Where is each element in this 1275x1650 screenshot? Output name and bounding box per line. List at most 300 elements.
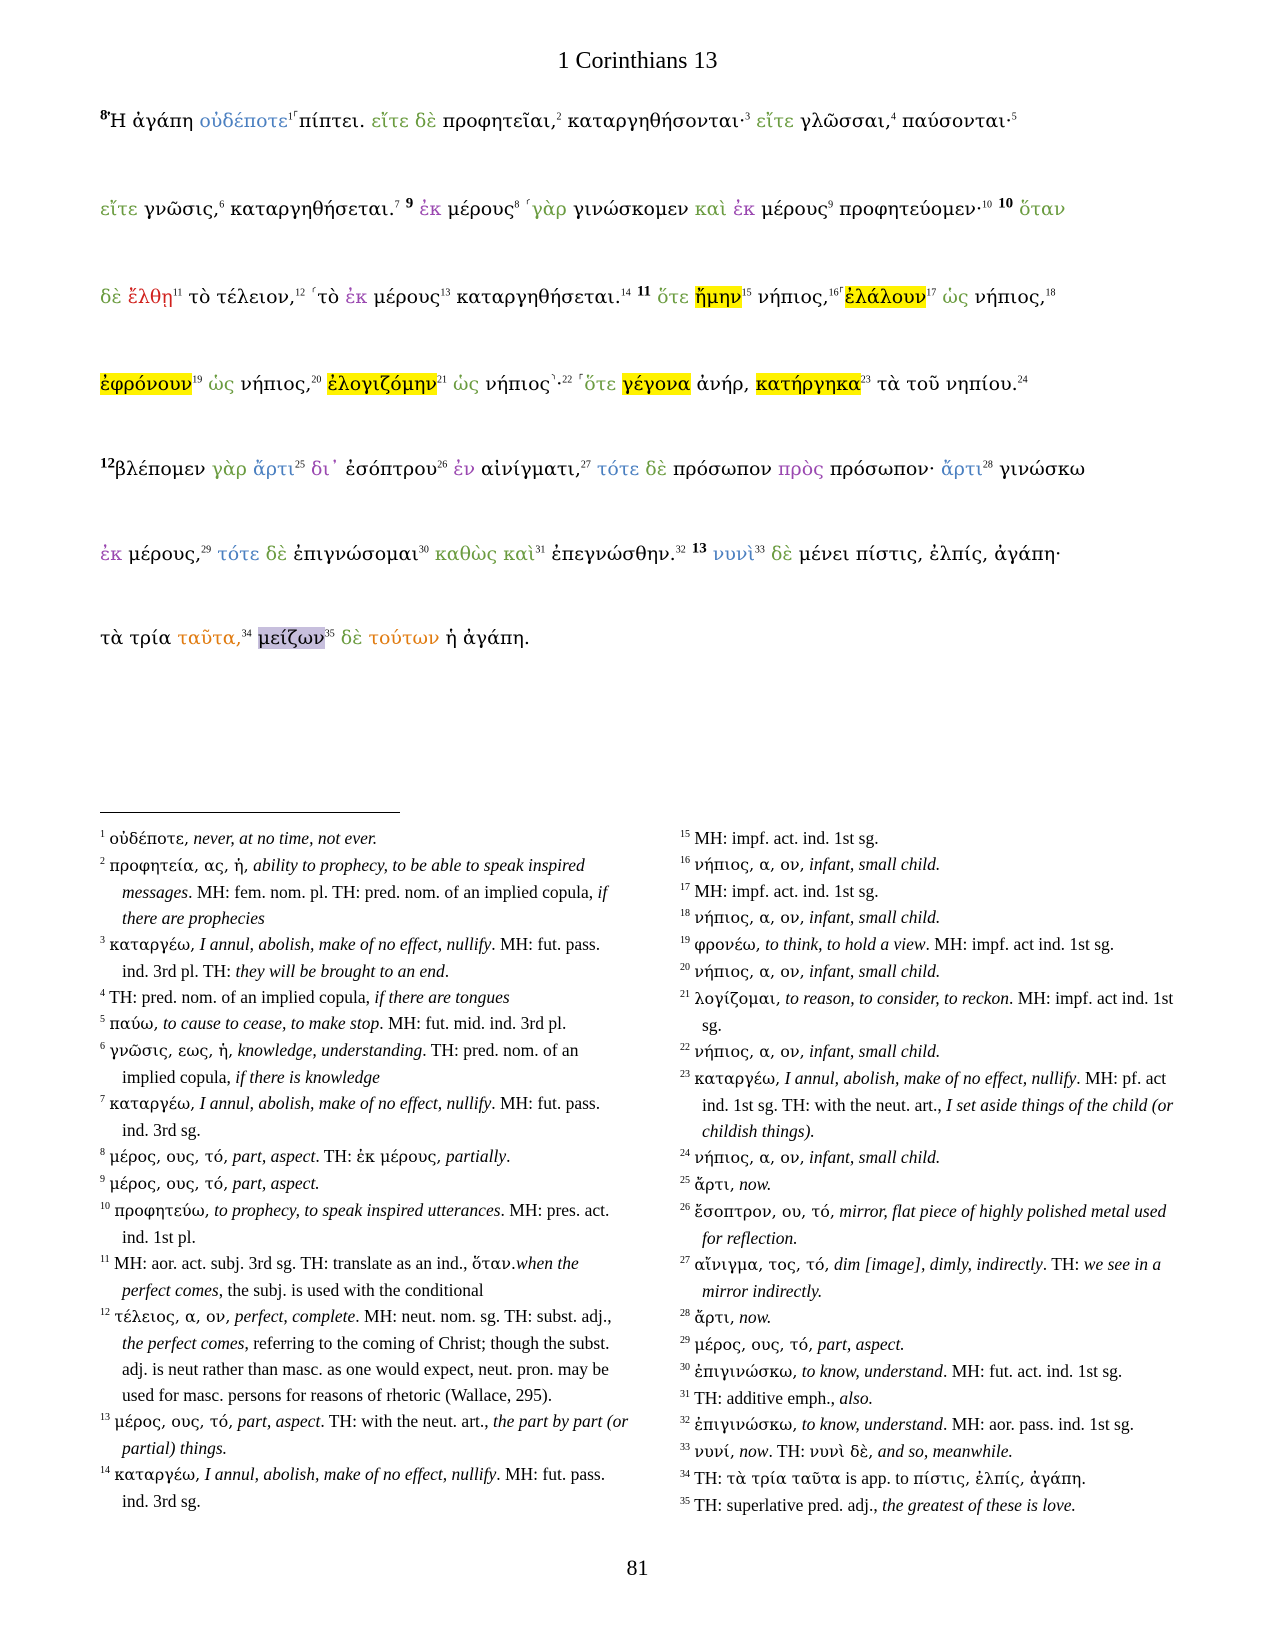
footnote-ref[interactable]: 20: [311, 374, 322, 386]
greek-word: τότε: [596, 458, 640, 480]
greek-word: γνῶσις,: [137, 198, 220, 220]
footnote: [100, 825, 630, 852]
footnote-number: 15: [680, 829, 690, 841]
footnote-text: partially: [441, 1146, 507, 1166]
footnote: [680, 958, 1180, 985]
footnote-text: καταργέω,: [109, 935, 196, 954]
greek-word: δι᾽: [311, 458, 340, 480]
greek-text-line-3: [100, 283, 1215, 308]
footnote-text: . TH:: [768, 1441, 810, 1461]
greek-text-line-1: [100, 107, 1215, 132]
highlighted-word: κατήργηκα: [755, 373, 861, 395]
footnote: [100, 1408, 630, 1461]
footnote-number: 5: [100, 1014, 105, 1026]
footnote-number: 14: [100, 1465, 110, 1477]
footnote-text: we see in a mirror indirectly.: [702, 1254, 1162, 1301]
footnote-ref[interactable]: 10: [982, 199, 993, 211]
greek-word: πρὸς: [778, 458, 824, 480]
footnote-text: προφητεία, ας, ἡ,: [109, 856, 249, 875]
page-number: 81: [626, 1555, 649, 1580]
footnote-text: . TH: with the neut. art.,: [320, 1411, 494, 1431]
greek-word: ἡ ἀγάπη.: [439, 627, 530, 649]
footnote-number: 3: [100, 935, 105, 947]
footnote-ref[interactable]: 7: [394, 199, 400, 211]
footnote-ref[interactable]: 18: [1045, 287, 1056, 299]
footnote-divider: [100, 812, 400, 813]
footnote-number: 35: [680, 1496, 690, 1508]
greek-text-line-5: [100, 455, 1215, 480]
greek-word: νυνὶ: [712, 543, 755, 565]
greek-word: δὲ: [340, 627, 363, 649]
footnote-text: μέρος, ους, τό,: [694, 1335, 814, 1354]
footnote-text: to prophecy, to speak inspired utterances: [209, 1200, 501, 1220]
footnote-text: MH: aor. act. subj. 3rd sg. TH: translate as an ind.,: [114, 1253, 472, 1273]
verse-number: 8: [100, 107, 108, 124]
footnote-text: νυνί,: [694, 1442, 735, 1461]
footnote-number: 20: [680, 962, 690, 974]
greek-word: τὰ τρία: [100, 627, 178, 649]
footnote-number: 25: [680, 1175, 690, 1187]
footnote-text: γνῶσις, εως, ἡ,: [109, 1041, 234, 1060]
footnote: [100, 1197, 630, 1250]
footnote-text: now: [734, 1441, 769, 1461]
footnote-text: I annul, abolish, make of no effect, nullify: [195, 1093, 492, 1113]
footnote-number: 27: [680, 1255, 690, 1267]
greek-word: ὅτε: [657, 286, 689, 308]
greek-word: ὡς: [942, 286, 969, 308]
footnote-number: 28: [680, 1308, 690, 1320]
footnote-text: καταργέω,: [694, 1069, 781, 1088]
verse-number: 11: [636, 283, 652, 300]
footnote-text: τέλειος, α, ον,: [114, 1307, 231, 1326]
footnote-number: 7: [100, 1094, 105, 1106]
footnote: [680, 931, 1180, 958]
greek-word: τὰ τοῦ νηπίου.: [870, 373, 1018, 395]
footnotes-right-column: [680, 825, 1180, 1518]
footnote-text: mirror, flat piece of highly polished metal used for reflection.: [702, 1201, 1167, 1248]
greek-word: νήπιος,: [968, 286, 1046, 308]
footnote-number: 31: [680, 1389, 690, 1401]
greek-word: ἐκ: [345, 286, 368, 308]
greek-word: ὡς: [208, 373, 235, 395]
footnote-ref[interactable]: 35: [324, 628, 335, 640]
footnote-ref[interactable]: 3: [745, 111, 751, 123]
footnote: [680, 1171, 1180, 1198]
footnote-ref[interactable]: 13: [440, 287, 451, 299]
footnote-text: νήπιος, α, ον,: [694, 908, 805, 927]
greek-text-line-7: [100, 627, 1215, 649]
footnote-number: 21: [680, 989, 690, 1001]
footnote-text: προφητεύω,: [114, 1201, 210, 1220]
footnote-ref[interactable]: 16: [828, 287, 839, 299]
greek-word: ἐσόπτρου: [339, 458, 438, 480]
greek-word: ὡς: [453, 373, 480, 395]
footnote-text: to know, understand: [797, 1414, 943, 1434]
footnote-number: 32: [680, 1415, 690, 1427]
greek-word: ἄρτι: [252, 458, 295, 480]
footnote-text: παύω,: [109, 1014, 159, 1033]
footnote-text: now.: [734, 1174, 772, 1194]
footnote: [100, 931, 630, 984]
greek-word: τὸ τέλειον,: [182, 286, 296, 308]
footnote-ref[interactable]: 17: [926, 287, 937, 299]
footnote-text: , the subj. is used with the conditional: [218, 1280, 484, 1300]
footnote-ref[interactable]: 34: [241, 628, 252, 640]
footnote-text: MH: impf. act. ind. 1st sg.: [694, 881, 879, 901]
footnote-ref[interactable]: 27: [580, 459, 591, 471]
textual-mark: ⸂: [525, 196, 532, 211]
footnote-text: infant, small child.: [804, 854, 941, 874]
footnote-text: . MH: fem. nom. pl. TH: pred. nom. of an implied copula,: [188, 882, 598, 902]
footnote-text: the greatest of these is love.: [882, 1495, 1076, 1515]
footnote: [680, 1385, 1180, 1411]
footnote-text: part, aspect.: [228, 1173, 320, 1193]
footnote-number: 29: [680, 1335, 690, 1347]
footnote-text: . TH:: [315, 1146, 357, 1166]
footnote-ref[interactable]: 5: [1011, 111, 1017, 123]
footnote-text: μέρος, ους, τό,: [109, 1174, 229, 1193]
footnote-ref[interactable]: 33: [754, 544, 765, 556]
footnote-text: infant, small child.: [804, 961, 941, 981]
footnote-number: 2: [100, 856, 105, 868]
footnote-text: . MH: neut. nom. sg. TH: subst. adj.,: [355, 1306, 612, 1326]
footnote-text: . MH: fut. mid. ind. 3rd pl.: [379, 1013, 567, 1033]
footnote-text: νήπιος, α, ον,: [694, 962, 805, 981]
greek-word: καὶ: [694, 198, 727, 220]
footnote-ref[interactable]: 12: [295, 287, 306, 299]
footnote-ref[interactable]: 31: [535, 544, 546, 556]
greek-word: ὅταν: [1019, 198, 1066, 220]
footnote-text: καταργέω,: [109, 1094, 196, 1113]
footnote-text: αἴνιγμα, τος, τό,: [694, 1255, 830, 1274]
footnote-ref[interactable]: 28: [982, 459, 993, 471]
footnote-ref[interactable]: 26: [437, 459, 448, 471]
footnote: [100, 1461, 630, 1514]
footnote-number: 12: [100, 1307, 110, 1319]
footnote-text: when the perfect comes: [122, 1253, 579, 1300]
footnote-text: also.: [839, 1388, 873, 1408]
footnote-number: 4: [100, 988, 105, 1000]
footnote: [680, 1465, 1180, 1492]
greek-word: εἴτε: [756, 110, 794, 132]
greek-word: καταργηθήσεται.: [450, 286, 621, 308]
footnote-text: I set aside things of the child (or childish things).: [702, 1095, 1174, 1141]
footnote-number: 9: [100, 1174, 105, 1186]
greek-text-line-4: [100, 373, 1215, 395]
greek-word: ἀνήρ,: [690, 373, 756, 395]
footnote-text: ἐπιγινώσκω,: [694, 1415, 798, 1434]
footnote-number: 16: [680, 855, 690, 867]
greek-text-line-2: [100, 195, 1215, 220]
greek-word: οὐδέποτε: [199, 110, 288, 132]
highlighted-word: ἐφρόνουν: [100, 373, 193, 395]
greek-word: γλῶσσαι,: [793, 110, 892, 132]
greek-word: μέρους,: [122, 543, 202, 565]
footnote: [100, 852, 630, 931]
greek-word: προφητεῖαι,: [436, 110, 557, 132]
greek-word: δὲ: [100, 286, 122, 308]
greek-word: αἰνίγματι,: [475, 458, 581, 480]
footnote-text: infant, small child.: [804, 1147, 941, 1167]
greek-word: ἐπιγνώσομαι: [287, 543, 419, 565]
footnote-ref[interactable]: 29: [201, 544, 212, 556]
footnote-text: I annul, abolish, make of no effect, nullify: [780, 1068, 1077, 1088]
greek-word: γὰρ: [211, 458, 247, 480]
greek-word: ἐκ: [419, 198, 442, 220]
footnote: [680, 1492, 1180, 1518]
footnote-text: . MH: pres. act. ind. 1st pl.: [122, 1200, 610, 1247]
greek-word: ἐπεγνώσθην.: [545, 543, 676, 565]
footnote-ref[interactable]: 24: [1017, 374, 1028, 386]
footnote-number: 11: [100, 1254, 110, 1266]
footnote-text: part, aspect: [228, 1146, 316, 1166]
footnote: [100, 1143, 630, 1170]
greek-word: ἐκ: [100, 543, 123, 565]
footnote-number: 26: [680, 1202, 690, 1214]
footnote-text: . MH: aor. pass. ind. 1st sg.: [942, 1414, 1134, 1434]
greek-word: ὅτε: [584, 373, 617, 395]
footnote-number: 30: [680, 1362, 690, 1374]
footnote-ref[interactable]: 1: [287, 111, 293, 123]
footnote-text: πίστις, ἐλπίς, ἀγάπη.: [913, 1469, 1087, 1488]
highlighted-word: ἐλογιζόμην: [327, 373, 437, 395]
verse-number: 10: [998, 195, 1014, 212]
footnote-text: ability to prophecy, to be able to speak inspired messages: [122, 855, 585, 902]
greek-word: βλέπομεν: [115, 458, 212, 480]
footnote-text: ἐπιγινώσκω,: [694, 1362, 798, 1381]
textual-mark: ⸃: [550, 371, 557, 386]
footnote: [100, 1037, 630, 1090]
greek-word: τὸ: [317, 286, 346, 308]
footnote-text: λογίζομαι,: [694, 989, 781, 1008]
greek-word: ἄρτι: [940, 458, 983, 480]
footnote-text: .: [444, 961, 450, 981]
footnote-text: TH:: [694, 1468, 727, 1488]
footnote-ref[interactable]: 14: [620, 287, 631, 299]
footnote-text: and so, meanwhile.: [873, 1441, 1013, 1461]
footnote-text: if there are prophecies: [122, 882, 608, 928]
greek-word: μέρους: [755, 198, 829, 220]
footnote-text: to reason, to consider, to reckon: [780, 988, 1009, 1008]
footnote: [680, 904, 1180, 931]
greek-word: νήπιος,: [751, 286, 829, 308]
footnote: [680, 1304, 1180, 1331]
footnote-text: to think, to hold a view: [760, 934, 926, 954]
footnote: [680, 878, 1180, 904]
greek-text-line-6: [100, 540, 1215, 565]
greek-word: παύσονται·: [896, 110, 1012, 132]
greek-word: εἴτε: [100, 198, 138, 220]
footnote: [680, 985, 1180, 1038]
footnote-text: ἔσοπτρον, ου, τό,: [694, 1202, 835, 1221]
footnote-text: MH: impf. act. ind. 1st sg.: [694, 828, 879, 848]
footnote-ref[interactable]: 23: [860, 374, 871, 386]
greek-word: καταργηθήσεται.: [224, 198, 395, 220]
greek-word: μέρους: [441, 198, 515, 220]
footnote: [100, 1303, 630, 1408]
greek-word: εἴτε δὲ: [371, 110, 437, 132]
footnote-number: 18: [680, 908, 690, 920]
footnote: [680, 1358, 1180, 1385]
highlighted-word: ἐλάλουν: [844, 286, 927, 308]
footnote-ref[interactable]: 2: [556, 111, 562, 123]
greek-word: ἔλθῃ: [127, 286, 173, 308]
footnote: [680, 1331, 1180, 1358]
footnote-ref[interactable]: 15: [741, 287, 752, 299]
footnote-text: knowledge, understanding: [233, 1040, 423, 1060]
footnote-text: νυνὶ δὲ,: [809, 1442, 874, 1461]
footnote-text: the part by part (or partial) things.: [122, 1411, 629, 1458]
footnote-text: dim [image], dimly, indirectly: [829, 1254, 1043, 1274]
footnote-text: to cause to cease, to make stop: [158, 1013, 380, 1033]
greek-word: πίπτει.: [298, 110, 372, 132]
footnote: [680, 1411, 1180, 1438]
greek-word: γινώσκω: [992, 458, 1086, 480]
footnote-text: I annul, abolish, make of no effect, nullify: [200, 1464, 497, 1484]
greek-word: δὲ: [645, 458, 667, 480]
footnote-text: TH: superlative pred. adj.,: [694, 1495, 883, 1515]
footnote: [680, 1144, 1180, 1171]
footnote: [100, 984, 630, 1010]
footnote: [680, 851, 1180, 878]
footnote-text: νήπιος, α, ον,: [694, 855, 805, 874]
greek-word: ἐν: [453, 458, 475, 480]
footnote-text: . MH: fut. act. ind. 1st sg.: [942, 1361, 1123, 1381]
footnote-number: 23: [680, 1069, 690, 1081]
footnote-text: if there is knowledge: [235, 1067, 380, 1087]
footnote-text: μέρος, ους, τό,: [114, 1412, 234, 1431]
highlighted-word: μείζων: [257, 627, 325, 649]
footnote-number: 33: [680, 1442, 690, 1454]
footnote-text: οὐδέποτε,: [109, 829, 190, 848]
footnote-number: 13: [100, 1412, 110, 1424]
textual-mark: ⸀: [578, 371, 585, 386]
highlighted-word: γέγονα: [622, 373, 691, 395]
footnote: [100, 1010, 630, 1037]
footnote-number: 10: [100, 1201, 110, 1213]
footnote-text: part, aspect.: [813, 1334, 905, 1354]
greek-word: δὲ: [770, 543, 793, 565]
footnote: [680, 1038, 1180, 1065]
textual-mark: ⸀: [292, 108, 299, 123]
footnote-text: never, at no time, not ever.: [189, 828, 378, 848]
footnote-text: .: [506, 1146, 511, 1166]
footnote-number: 34: [680, 1469, 690, 1481]
page-title: 1 Corinthians 13: [557, 48, 718, 74]
greek-word: καθὼς: [434, 543, 498, 565]
footnote-text: infant, small child.: [804, 1041, 941, 1061]
footnote: [680, 1438, 1180, 1465]
greek-word: ταῦτα,: [177, 627, 242, 649]
footnote-ref[interactable]: 30: [418, 544, 429, 556]
highlighted-word: ἤμην: [694, 286, 742, 308]
greek-word: καὶ: [503, 543, 536, 565]
footnote-text: now.: [734, 1307, 772, 1327]
footnote-text: perfect, complete: [230, 1306, 356, 1326]
textual-mark: ⸀: [838, 284, 845, 299]
footnote-text: ἄρτι,: [694, 1308, 735, 1327]
greek-word: μέρους: [367, 286, 441, 308]
footnote-ref[interactable]: 21: [436, 374, 447, 386]
footnote-ref[interactable]: 8: [514, 199, 520, 211]
footnote-text: . TH: pred. nom. of an implied copula,: [122, 1040, 579, 1087]
footnote-number: 17: [680, 882, 690, 894]
footnote-ref[interactable]: 22: [562, 374, 573, 386]
footnote: [680, 1065, 1180, 1144]
footnote-number: 24: [680, 1148, 690, 1160]
greek-word: γὰρ: [531, 198, 567, 220]
greek-word: μένει πίστις, ἐλπίς, ἀγάπη·: [792, 543, 1062, 565]
footnote-text: is app. to: [840, 1468, 914, 1488]
footnote: [100, 1090, 630, 1143]
footnote-text: . MH: impf. act ind. 1st sg.: [702, 988, 1174, 1035]
verse-number: 9: [405, 195, 414, 212]
footnote-ref[interactable]: 32: [675, 544, 686, 556]
greek-word: δὲ: [265, 543, 288, 565]
footnote-number: 6: [100, 1041, 105, 1053]
verse-number: 13: [691, 540, 707, 557]
footnote: [680, 1198, 1180, 1251]
footnote-text: . MH: impf. act ind. 1st sg.: [925, 934, 1115, 954]
greek-word: πρόσωπον·: [823, 458, 941, 480]
footnote-text: . MH: fut. pass. ind. 3rd sg.: [122, 1464, 606, 1511]
footnote-text: if there are tongues: [374, 987, 510, 1007]
footnote-text: part, aspect: [233, 1411, 321, 1431]
footnote-text: φρονέω,: [694, 935, 761, 954]
footnote-ref[interactable]: 4: [891, 111, 897, 123]
footnote-ref[interactable]: 9: [828, 199, 834, 211]
greek-word: καταργηθήσονται·: [561, 110, 746, 132]
greek-word: νήπιος: [479, 373, 551, 395]
greek-word: τότε: [217, 543, 260, 565]
space: [689, 286, 695, 308]
footnote-ref[interactable]: 6: [219, 199, 225, 211]
footnote-number: 8: [100, 1147, 105, 1159]
footnote-text: ἐκ μέρους,: [356, 1147, 442, 1166]
textual-mark: ⸂: [311, 284, 318, 299]
greek-word: τούτων: [368, 627, 440, 649]
footnote-text: νήπιος, α, ον,: [694, 1148, 805, 1167]
footnote: [680, 825, 1180, 851]
footnote-number: 1: [100, 829, 105, 841]
footnote-text: TH: additive emph.,: [694, 1388, 840, 1408]
footnote-text: . MH: fut. pass. ind. 3rd pl. TH:: [122, 934, 601, 981]
footnote-text: they will be brought to an end: [235, 961, 445, 981]
footnote-text: . MH: pf. act ind. 1st sg. TH: with the neut. art.,: [702, 1068, 1167, 1115]
footnote-text: I annul, abolish, make of no effect, nullify: [195, 934, 492, 954]
footnote-text: μέρος, ους, τό,: [109, 1147, 229, 1166]
greek-word: γινώσκομεν: [566, 198, 695, 220]
footnote-ref[interactable]: 19: [192, 374, 203, 386]
greek-word: προφητεύομεν·: [833, 198, 983, 220]
footnote: [100, 1250, 630, 1303]
footnote-number: 22: [680, 1042, 690, 1054]
footnote-text: ὅταν.: [471, 1254, 517, 1273]
greek-word: νήπιος,: [234, 373, 312, 395]
footnote-text: . MH: fut. pass. ind. 3rd sg.: [122, 1093, 601, 1140]
footnote-ref[interactable]: 25: [294, 459, 305, 471]
footnote-text: τὰ τρία ταῦτα: [726, 1469, 841, 1488]
footnote-text: to know, understand: [797, 1361, 943, 1381]
verse-number: 12: [100, 455, 115, 472]
greek-word: ἐκ: [732, 198, 756, 220]
footnote-ref[interactable]: 11: [172, 287, 183, 299]
footnote: [100, 1170, 630, 1197]
footnote-text: infant, small child.: [804, 907, 941, 927]
greek-word: Ἡ ἀγάπη: [107, 110, 200, 132]
footnote-text: ἄρτι,: [694, 1175, 735, 1194]
footnote: [680, 1251, 1180, 1304]
